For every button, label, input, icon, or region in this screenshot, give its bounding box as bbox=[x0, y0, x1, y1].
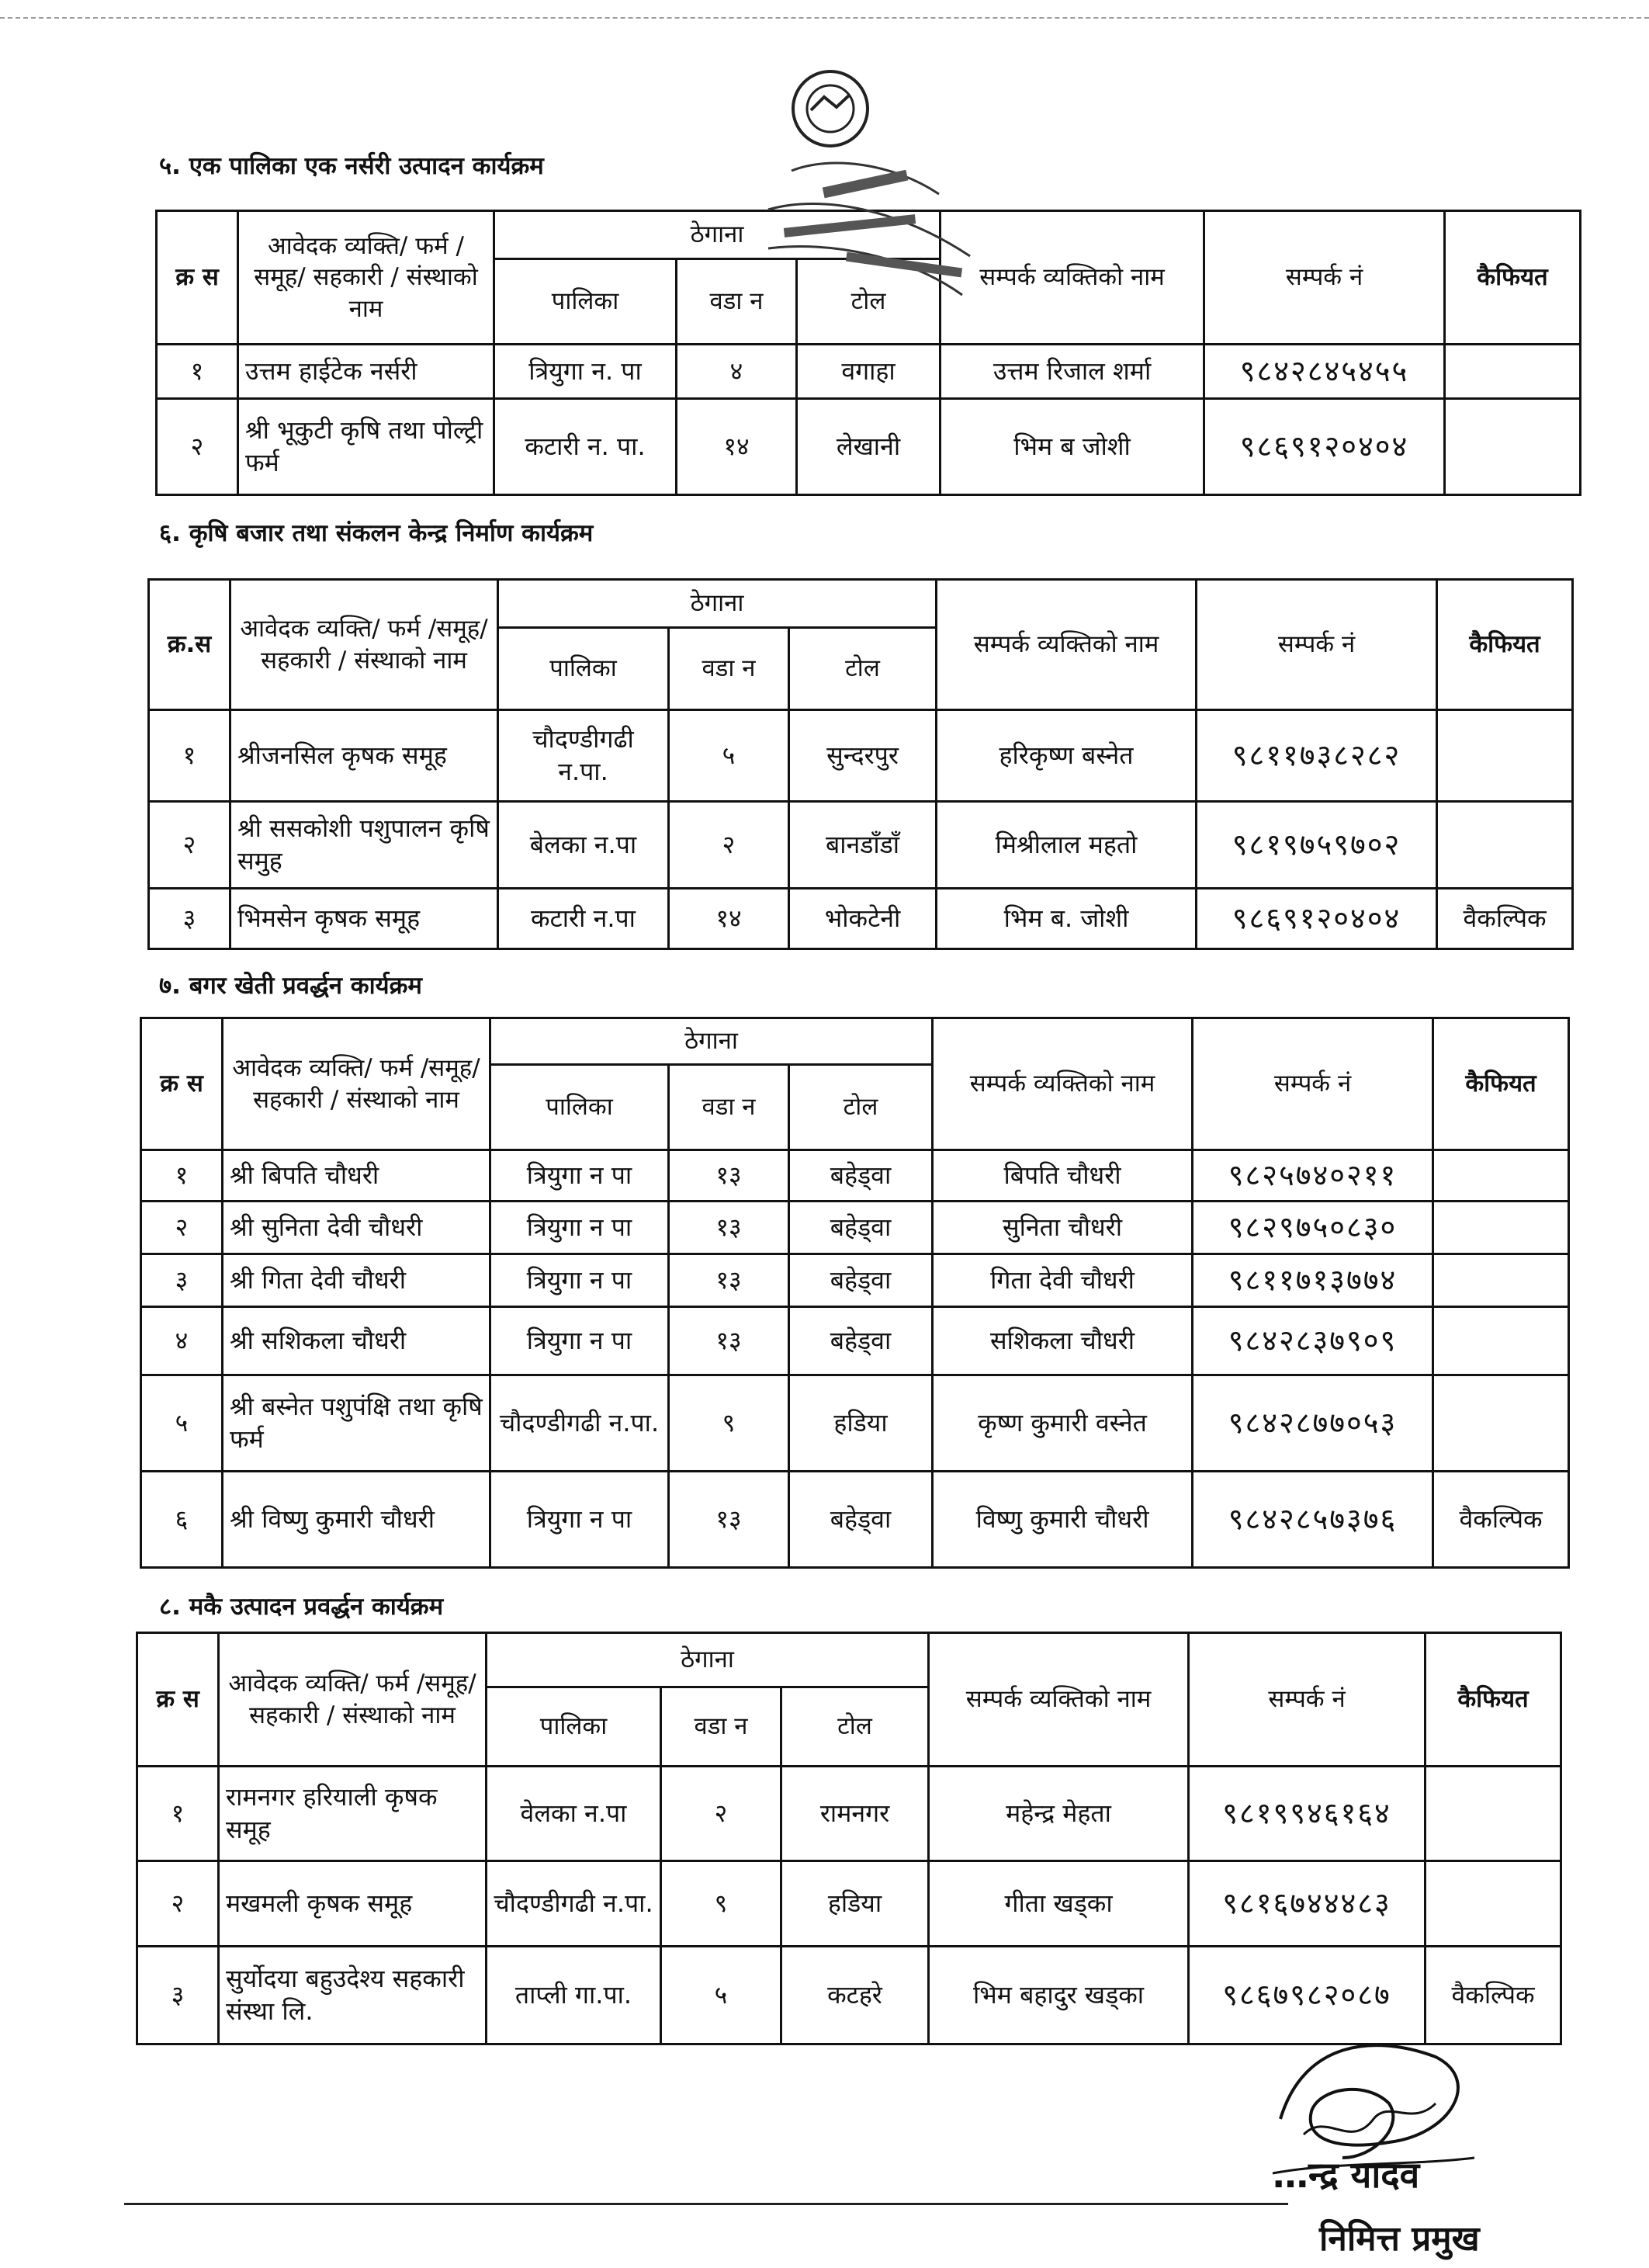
cell-phone: ९८६९१२०४०४ bbox=[1204, 399, 1445, 495]
signatory-name: …न्द्र यादव bbox=[1273, 2154, 1420, 2196]
cell-name: श्री गिता देवी चौधरी bbox=[223, 1254, 490, 1307]
col-palika-header: पालिका bbox=[490, 1065, 669, 1150]
cell-palika: त्रियुगा न पा bbox=[490, 1472, 669, 1568]
table-row bbox=[157, 345, 1581, 399]
cell-ward: ५ bbox=[661, 1947, 781, 2044]
cell-name: सुर्योदया बहुउदेश्य सहकारी संस्था लि. bbox=[219, 1947, 487, 2044]
cell-phone: ९८१९९४६१६४ bbox=[1189, 1767, 1426, 1861]
col-ward-header: वडा न bbox=[661, 1687, 781, 1767]
col-palika-header: पालिका bbox=[487, 1687, 661, 1767]
table-row bbox=[137, 1861, 1561, 1947]
cell-tole: कटहरे bbox=[781, 1947, 929, 2044]
cell-sn: ३ bbox=[141, 1254, 223, 1307]
section-8-table bbox=[136, 1632, 1562, 2045]
cell-name: श्री सुनिता देवी चौधरी bbox=[223, 1202, 490, 1254]
table-row bbox=[137, 1767, 1561, 1861]
cell-sn: २ bbox=[149, 802, 230, 889]
cell-tole: रामनगर bbox=[781, 1767, 929, 1861]
section-8-title: ८. मकै उत्पादन प्रवर्द्धन कार्यक्रम bbox=[159, 1593, 444, 1621]
cell-person: गिता देवी चौधरी bbox=[933, 1254, 1193, 1307]
cell-phone: ९८२५७४०२११ bbox=[1193, 1150, 1433, 1202]
cell-phone: ९८१९७५९७०२ bbox=[1197, 802, 1437, 889]
cell-person: विष्णु कुमारी चौधरी bbox=[933, 1472, 1193, 1568]
cell-name: श्री ससकोशी पशुपालन कृषि समुह bbox=[230, 802, 498, 889]
col-contact-person-header: सम्पर्क व्यक्तिको नाम bbox=[937, 580, 1197, 710]
cell-name: रामनगर हरियाली कृषक समूह bbox=[219, 1767, 487, 1861]
section-6-table bbox=[147, 578, 1574, 950]
cell-name: श्री बिपति चौधरी bbox=[223, 1150, 490, 1202]
col-contact-person-header: सम्पर्क व्यक्तिको नाम bbox=[929, 1633, 1189, 1767]
cell-ward: २ bbox=[669, 802, 789, 889]
col-tole-header: टोल bbox=[781, 1687, 929, 1767]
table-row bbox=[141, 1150, 1569, 1202]
cell-name: श्री विष्णु कुमारी चौधरी bbox=[223, 1472, 490, 1568]
col-sn-header: क्र स bbox=[137, 1633, 219, 1767]
col-palika-header: पालिका bbox=[498, 628, 669, 710]
cell-name: मखमली कृषक समूह bbox=[219, 1861, 487, 1947]
cell-sn: ४ bbox=[141, 1307, 223, 1375]
col-contact-no-header: सम्पर्क नं bbox=[1189, 1633, 1426, 1767]
cell-person: सशिकला चौधरी bbox=[933, 1307, 1193, 1375]
cell-phone: ९८१६७४४४८३ bbox=[1189, 1861, 1426, 1947]
cell-palika: त्रियुगा न पा bbox=[490, 1150, 669, 1202]
cell-phone: ९८११७१३७७४ bbox=[1193, 1254, 1433, 1307]
cell-ward: ५ bbox=[669, 710, 789, 802]
cell-ward: २ bbox=[661, 1767, 781, 1861]
cell-remark: वैकल्पिक bbox=[1426, 1947, 1561, 2044]
cell-phone: ९८२९७५०८३० bbox=[1193, 1202, 1433, 1254]
col-address-header: ठेगाना bbox=[498, 580, 937, 628]
col-ward-header: वडा न bbox=[677, 259, 797, 345]
cell-name: श्री सशिकला चौधरी bbox=[223, 1307, 490, 1375]
cell-name: उत्तम हाईटेक नर्सरी bbox=[238, 345, 494, 399]
cell-sn: ३ bbox=[137, 1947, 219, 2044]
table-row bbox=[141, 1472, 1569, 1568]
cell-palika: बेलका न.पा bbox=[498, 802, 669, 889]
cell-person: भिम बहादुर खड्का bbox=[929, 1947, 1189, 2044]
col-sn-header: क्र.स bbox=[149, 580, 230, 710]
cell-phone: ९८६७९८२०८७ bbox=[1189, 1947, 1426, 2044]
cell-person: बिपति चौधरी bbox=[933, 1150, 1193, 1202]
col-palika-header: पालिका bbox=[494, 259, 677, 345]
cell-tole: बहेड्वा bbox=[789, 1254, 933, 1307]
section-7-table bbox=[140, 1017, 1570, 1569]
cell-tole: हडिया bbox=[789, 1375, 933, 1472]
table-row bbox=[141, 1254, 1569, 1307]
col-contact-person-header: सम्पर्क व्यक्तिको नाम bbox=[941, 211, 1204, 345]
cell-sn: १ bbox=[137, 1767, 219, 1861]
table-row bbox=[149, 889, 1573, 949]
cell-person: भिम ब. जोशी bbox=[937, 889, 1197, 949]
cell-sn: २ bbox=[141, 1202, 223, 1254]
col-ward-header: वडा न bbox=[669, 1065, 789, 1150]
cell-person: गीता खड्का bbox=[929, 1861, 1189, 1947]
col-applicant-header: आवेदक व्यक्ति/ फर्म /समूह/ सहकारी / संस्थाको नाम bbox=[230, 580, 498, 710]
cell-remark bbox=[1437, 710, 1573, 802]
cell-remark bbox=[1426, 1767, 1561, 1861]
cell-phone: ९८६९१२०४०४ bbox=[1197, 889, 1437, 949]
cell-ward: ९ bbox=[661, 1861, 781, 1947]
col-applicant-header: आवेदक व्यक्ति/ फर्म /समूह/ सहकारी / संस्थाको नाम bbox=[238, 211, 494, 345]
cell-palika: चौदण्डीगढी न.पा. bbox=[487, 1861, 661, 1947]
cell-sn: १ bbox=[157, 345, 238, 399]
cell-palika: वेलका न.पा bbox=[487, 1767, 661, 1861]
cell-remark bbox=[1433, 1307, 1569, 1375]
col-contact-no-header: सम्पर्क नं bbox=[1204, 211, 1445, 345]
cell-remark bbox=[1426, 1861, 1561, 1947]
cell-person: कृष्ण कुमारी वस्नेत bbox=[933, 1375, 1193, 1472]
cell-name: श्रीजनसिल कृषक समूह bbox=[230, 710, 498, 802]
cell-ward: १४ bbox=[669, 889, 789, 949]
cell-sn: २ bbox=[157, 399, 238, 495]
cell-remark: वैकल्पिक bbox=[1433, 1472, 1569, 1568]
cell-name: श्री भूकुटी कृषि तथा पोल्ट्री फर्म bbox=[238, 399, 494, 495]
cell-palika: त्रियुगा न पा bbox=[490, 1307, 669, 1375]
col-ward-header: वडा न bbox=[669, 628, 789, 710]
section-5-title: ५. एक पालिका एक नर्सरी उत्पादन कार्यक्रम bbox=[159, 152, 544, 180]
cell-palika: त्रियुगा न पा bbox=[490, 1202, 669, 1254]
col-tole-header: टोल bbox=[797, 259, 941, 345]
cell-ward: १३ bbox=[669, 1254, 789, 1307]
cell-tole: बहेड्वा bbox=[789, 1307, 933, 1375]
cell-ward: १३ bbox=[669, 1202, 789, 1254]
cell-tole: वगाहा bbox=[797, 345, 941, 399]
cell-palika: कटारी न.पा bbox=[498, 889, 669, 949]
cell-person: मिश्रीलाल महतो bbox=[937, 802, 1197, 889]
cell-ward: १३ bbox=[669, 1472, 789, 1568]
table-row bbox=[157, 399, 1581, 495]
cell-person: महेन्द्र मेहता bbox=[929, 1767, 1189, 1861]
cell-phone: ९८४२८४५४५५ bbox=[1204, 345, 1445, 399]
cell-phone: ९८४२८७७०५३ bbox=[1193, 1375, 1433, 1472]
footer-rule bbox=[124, 2203, 1288, 2205]
cell-tole: भोकटेनी bbox=[789, 889, 937, 949]
cell-person: भिम ब जोशी bbox=[941, 399, 1204, 495]
table-row bbox=[141, 1307, 1569, 1375]
cell-remark bbox=[1445, 345, 1581, 399]
col-remarks-header: कैफियत bbox=[1433, 1018, 1569, 1150]
col-remarks-header: कैफियत bbox=[1426, 1633, 1561, 1767]
cell-person: उत्तम रिजाल शर्मा bbox=[941, 345, 1204, 399]
cell-remark: वैकल्पिक bbox=[1437, 889, 1573, 949]
cell-sn: ५ bbox=[141, 1375, 223, 1472]
cell-name: भिमसेन कृषक समूह bbox=[230, 889, 498, 949]
cell-palika: चौदण्डीगढी न.पा. bbox=[498, 710, 669, 802]
cell-tole: लेखानी bbox=[797, 399, 941, 495]
col-contact-no-header: सम्पर्क नं bbox=[1193, 1018, 1433, 1150]
cell-ward: १३ bbox=[669, 1150, 789, 1202]
cell-tole: बहेड्वा bbox=[789, 1202, 933, 1254]
top-dashed-rule bbox=[0, 17, 1649, 19]
signatory-title: निमित्त प्रमुख bbox=[1319, 2219, 1480, 2259]
cell-sn: १ bbox=[141, 1150, 223, 1202]
col-sn-header: क्र स bbox=[157, 211, 238, 345]
cell-ward: १४ bbox=[677, 399, 797, 495]
cell-remark bbox=[1433, 1150, 1569, 1202]
col-address-header: ठेगाना bbox=[487, 1633, 929, 1687]
col-applicant-header: आवेदक व्यक्ति/ फर्म /समूह/ सहकारी / संस्थाको नाम bbox=[223, 1018, 490, 1150]
cell-person: हरिकृष्ण बस्नेत bbox=[937, 710, 1197, 802]
cell-ward: ९ bbox=[669, 1375, 789, 1472]
cell-palika: कटारी न. पा. bbox=[494, 399, 677, 495]
table-row bbox=[141, 1202, 1569, 1254]
official-stamp bbox=[737, 62, 986, 318]
cell-tole: बानडाँडाँ bbox=[789, 802, 937, 889]
col-contact-no-header: सम्पर्क नं bbox=[1197, 580, 1437, 710]
cell-palika: त्रियुगा न पा bbox=[490, 1254, 669, 1307]
cell-phone: ९८४२८३७९०९ bbox=[1193, 1307, 1433, 1375]
table-row bbox=[141, 1375, 1569, 1472]
cell-tole: बहेड्वा bbox=[789, 1150, 933, 1202]
cell-remark bbox=[1433, 1375, 1569, 1472]
cell-ward: ४ bbox=[677, 345, 797, 399]
cell-sn: ६ bbox=[141, 1472, 223, 1568]
cell-remark bbox=[1437, 802, 1573, 889]
cell-name: श्री बस्नेत पशुपंक्षि तथा कृषि फर्म bbox=[223, 1375, 490, 1472]
cell-palika: त्रियुगा न. पा bbox=[494, 345, 677, 399]
cell-tole: बहेड्वा bbox=[789, 1472, 933, 1568]
cell-remark bbox=[1445, 399, 1581, 495]
col-address-header: ठेगाना bbox=[490, 1018, 933, 1065]
cell-person: सुनिता चौधरी bbox=[933, 1202, 1193, 1254]
table-row bbox=[149, 802, 1573, 889]
col-sn-header: क्र स bbox=[141, 1018, 223, 1150]
cell-phone: ९८११७३८२८२ bbox=[1197, 710, 1437, 802]
cell-sn: २ bbox=[137, 1861, 219, 1947]
cell-palika: ताप्ली गा.पा. bbox=[487, 1947, 661, 2044]
table-row bbox=[149, 710, 1573, 802]
col-remarks-header: कैफियत bbox=[1437, 580, 1573, 710]
cell-remark bbox=[1433, 1202, 1569, 1254]
col-tole-header: टोल bbox=[789, 1065, 933, 1150]
cell-sn: १ bbox=[149, 710, 230, 802]
col-remarks-header: कैफियत bbox=[1445, 211, 1581, 345]
cell-palika: चौदण्डीगढी न.पा. bbox=[490, 1375, 669, 1472]
section-7-title: ७. बगर खेती प्रवर्द्धन कार्यक्रम bbox=[159, 972, 422, 1000]
col-contact-person-header: सम्पर्क व्यक्तिको नाम bbox=[933, 1018, 1193, 1150]
col-applicant-header: आवेदक व्यक्ति/ फर्म /समूह/ सहकारी / संस्थाको नाम bbox=[219, 1633, 487, 1767]
cell-tole: सुन्दरपुर bbox=[789, 710, 937, 802]
cell-phone: ९८४२८५७३७६ bbox=[1193, 1472, 1433, 1568]
cell-sn: ३ bbox=[149, 889, 230, 949]
section-6-title: ६. कृषि बजार तथा संकलन केन्द्र निर्माण कार्यक्रम bbox=[159, 519, 594, 547]
col-address-header: ठेगाना bbox=[494, 211, 941, 259]
cell-remark bbox=[1433, 1254, 1569, 1307]
col-tole-header: टोल bbox=[789, 628, 937, 710]
cell-tole: हडिया bbox=[781, 1861, 929, 1947]
cell-ward: १३ bbox=[669, 1307, 789, 1375]
